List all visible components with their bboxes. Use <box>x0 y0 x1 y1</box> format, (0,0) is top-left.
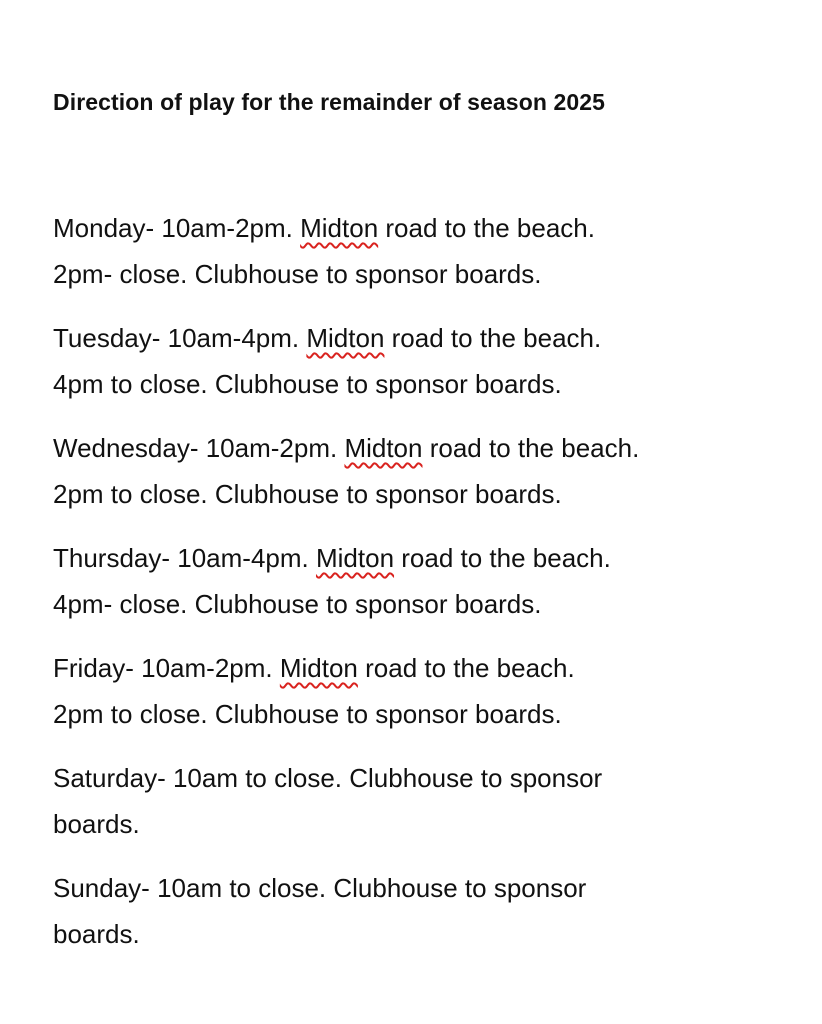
schedule-line <box>53 536 793 582</box>
schedule-text: road to the beach. <box>394 543 611 573</box>
spellcheck-flagged-word[interactable]: Midton <box>306 323 385 353</box>
schedule-line: boards. <box>53 808 140 839</box>
schedule-line <box>53 206 793 252</box>
schedule-text: Friday- 10am-2pm. <box>53 653 280 683</box>
schedule-text: road to the beach. <box>384 323 602 353</box>
schedule-line: 4pm to close. Clubhouse to sponsor boards. <box>53 368 562 399</box>
schedule-entry-thursday <box>53 536 793 627</box>
schedule-entry-wednesday <box>53 426 793 517</box>
schedule-line: 2pm- close. Clubhouse to sponsor boards. <box>53 258 542 289</box>
schedule-line: boards. <box>53 918 140 949</box>
schedule-line <box>53 316 793 362</box>
schedule-text: road to the beach. <box>422 433 640 463</box>
schedule-line: 2pm to close. Clubhouse to sponsor boards. <box>53 698 562 729</box>
schedule-line: 2pm to close. Clubhouse to sponsor boards. <box>53 478 562 509</box>
spellcheck-flagged-word[interactable]: Midton <box>279 653 358 683</box>
schedule-line: Saturday- 10am to close. Clubhouse to sponsor <box>53 763 603 793</box>
schedule-text: Monday- 10am-2pm. <box>53 213 301 243</box>
schedule-entry-tuesday <box>53 316 793 407</box>
schedule-entry-monday <box>53 206 793 297</box>
schedule-text: Thursday- 10am-4pm. <box>53 543 316 573</box>
schedule-entry-friday <box>53 646 793 737</box>
schedule-line: Sunday- 10am to close. Clubhouse to sponsor <box>53 873 587 903</box>
schedule-line <box>53 426 793 472</box>
schedule-text: Tuesday- 10am-4pm. <box>53 323 307 353</box>
schedule-list <box>53 206 793 976</box>
spellcheck-flagged-word[interactable]: Midton <box>315 543 395 573</box>
schedule-entry-sunday <box>53 866 793 957</box>
schedule-text: road to the beach. <box>357 653 575 683</box>
schedule-line: 4pm- close. Clubhouse to sponsor boards. <box>53 588 542 619</box>
spellcheck-flagged-word[interactable]: Midton <box>300 213 379 243</box>
document-title: Direction of play for the remainder of season 2025 <box>53 89 606 115</box>
schedule-line <box>53 646 793 692</box>
schedule-entry-saturday <box>53 756 793 847</box>
spellcheck-flagged-word[interactable]: Midton <box>344 433 423 463</box>
schedule-text: road to the beach. <box>378 213 595 243</box>
schedule-text: Wednesday- 10am-2pm. <box>53 433 345 463</box>
